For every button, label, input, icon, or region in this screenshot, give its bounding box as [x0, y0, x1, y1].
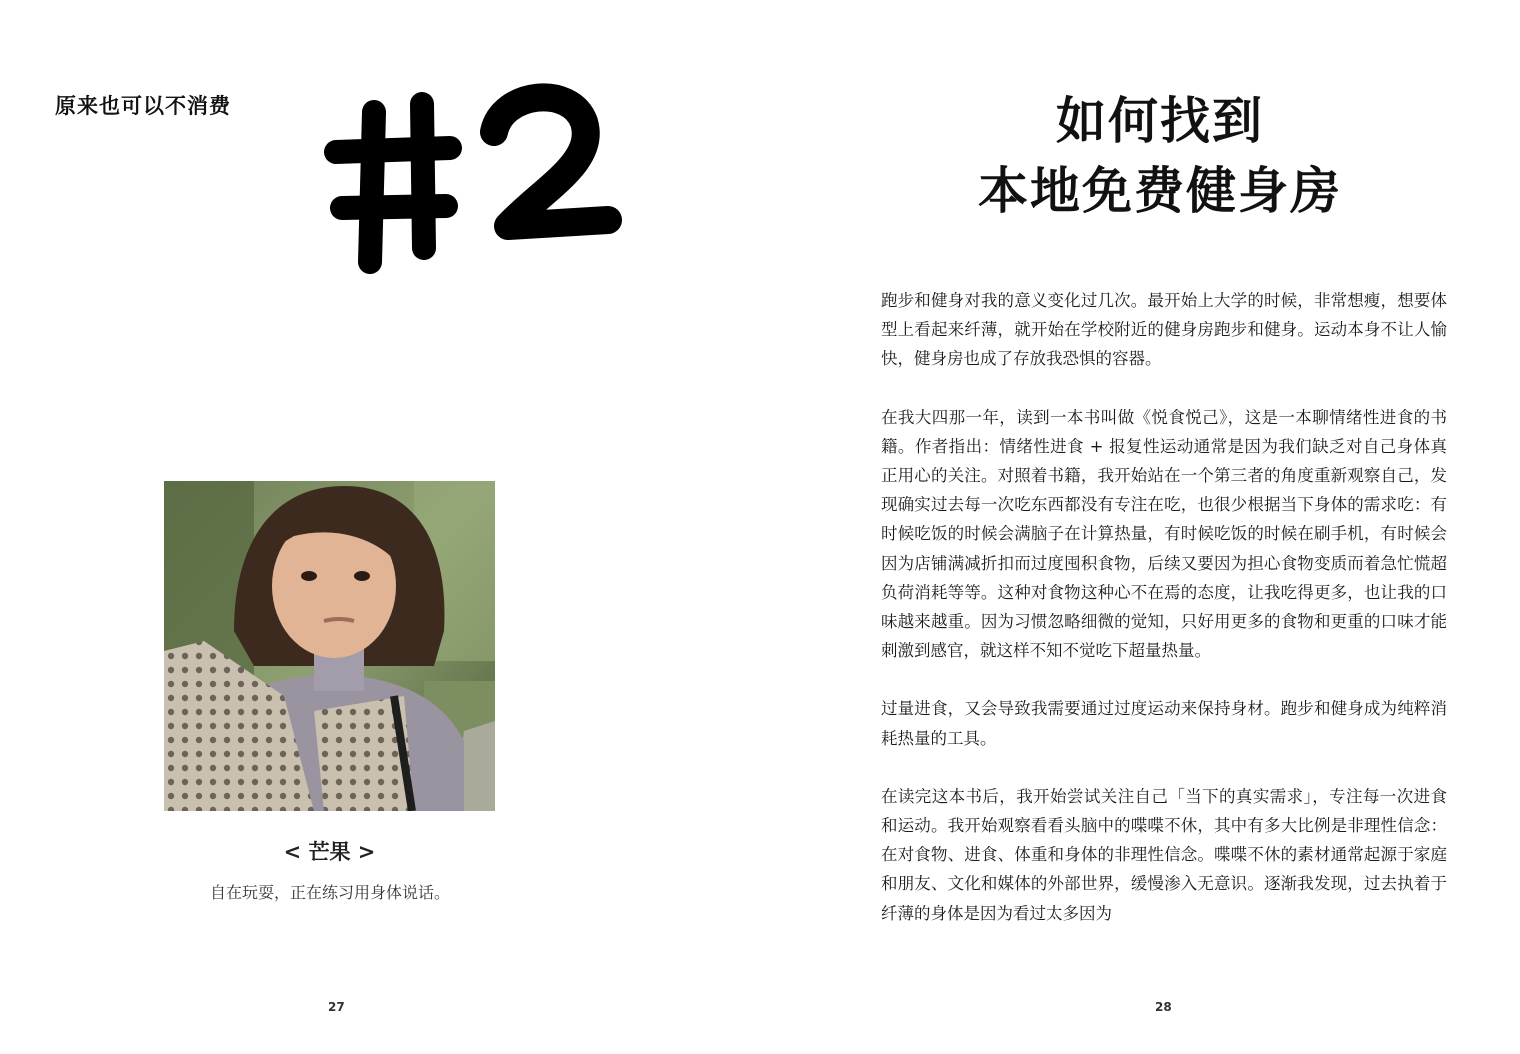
book-title: 原来也可以不消费 — [55, 94, 231, 118]
article-title-line-2: 本地免费健身房 — [978, 161, 1342, 220]
paragraph: 在读完这本书后，我开始尝试关注自己「当下的真实需求」，专注每一次进食和运动。我开始观察看看头脑中的喋喋不休，其中有多大比例是非理性信念：在对食物、进食、体重和身体的非理性信念。喋喋不休的素材通常起源于家庭和朋友、文化和媒体的外部世界，缓慢渗入无意识。逐渐我发现，过去执着于纤薄的身体是因为看过太多因为 — [881, 786, 1447, 923]
paragraph: 过量进食，又会导致我需要通过过度运动来保持身材。跑步和健身成为纯粹消耗热量的工具。 — [881, 699, 1447, 748]
page-number-right: 28 — [1155, 1000, 1172, 1014]
article-title — [880, 86, 1440, 226]
hash-stroke-2 — [422, 104, 424, 248]
chapter-number-graphic — [322, 70, 622, 280]
right-page — [760, 0, 1520, 1054]
paragraph: 在我大四那一年，读到一本书叫做《悦食悦己》，这是一本聊情绪性进食的书籍。作者指出：情绪性进食 + 报复性运动通常是因为我们缺乏对自己身体真正用心的关注。对照着书籍，我开始站在一个第三者的角度重新观察自己，发现确实过去每一次吃东西都没有专注在吃，也很少根据当下身体的需求吃：有时候吃饭的时候会满脑子在计算热量，有时候吃饭的时候在刷手机，有时候会因为店铺满减折扣而过度囤积食物，后续又要因为担心食物变质而着急忙慌超负荷消耗等等。这种对食物这种心不在焉的态度，让我吃得更多，也让我的口味越来越重。因为习惯忽略细微的觉知，只好用更多的食物和更重的口味才能刺激到感官，就这样不知不觉吃下超量热量。 — [881, 407, 1447, 661]
article-title-line-1: 如何找到 — [1056, 91, 1264, 150]
author-bio: 自在玩耍，正在练习用身体说话。 — [209, 883, 450, 902]
hash-stroke-1 — [370, 112, 374, 262]
hash-stroke-4 — [342, 206, 446, 208]
digit-two-stroke — [494, 97, 608, 226]
author-photo — [164, 481, 495, 811]
hash-stroke-3 — [336, 148, 450, 152]
author-portrait-image — [164, 481, 495, 811]
page-number-left: 27 — [328, 1000, 345, 1014]
article-body — [881, 286, 1447, 957]
author-name: < 芒果 > — [283, 839, 376, 864]
chapter-number — [322, 70, 622, 280]
paragraph: 跑步和健身对我的意义变化过几次。最开始上大学的时候，非常想瘦，想要体型上看起来纤薄，就开始在学校附近的健身房跑步和健身。运动本身不让人愉快，健身房也成了存放我恐惧的容器。 — [881, 291, 1447, 369]
